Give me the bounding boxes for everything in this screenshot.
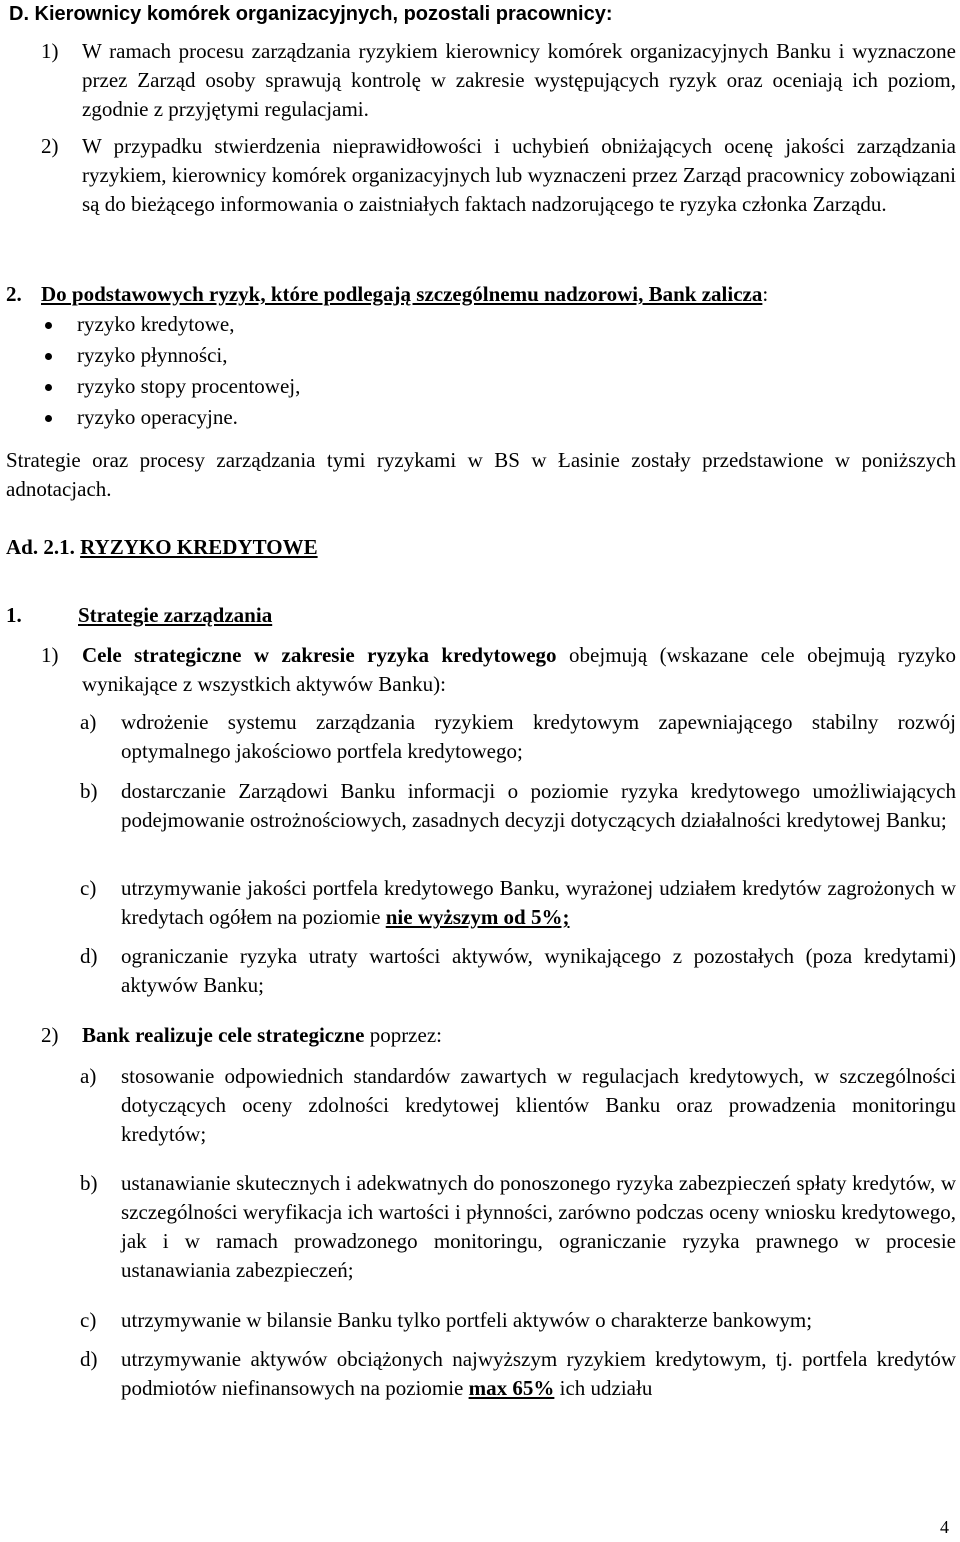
goal-item-b (80, 777, 956, 835)
goal-item-d (80, 942, 956, 1000)
section-2-colon: : (762, 282, 769, 306)
goals-bold: Cele strategiczne w zakresie ryzyka kredytowego (82, 643, 557, 667)
goal-item-b-text: dostarczanie Zarządowi Banku informacji o poziomie ryzyka kredytowego umożliwiających podejmowanie ostrożnościowych, zasadnych decyzji dotyczących działalności kredytowej Banku; (121, 779, 956, 832)
realize-item-a (80, 1062, 956, 1149)
bullet-text: ryzyko kredytowe, (77, 312, 235, 336)
section-2-heading-text: Do podstawowych ryzyk, które podlegają szczególnemu nadzorowi, Bank zalicza (41, 282, 763, 306)
realize-item-d-tail: ich udziału (559, 1376, 653, 1400)
strategy-paragraph: Strategie oraz procesy zarządzania tymi ryzykami w BS w Łasinie zostały przedstawione w poniższych adnotacjach. (6, 448, 956, 501)
realize-lead (41, 1021, 956, 1050)
realize-item-c-letter: c) (80, 1308, 97, 1332)
realize-item-b-letter: b) (80, 1171, 98, 1195)
realize-rest: poprzez: (369, 1023, 442, 1047)
bullet-text: ryzyko stopy procentowej, (77, 374, 301, 398)
d-item-1-text: W ramach procesu zarządzania ryzykiem kierownicy komórek organizacyjnych Banku i wyznaczone przez Zarząd osoby sprawują kontrolę w zakresie występujących ryzyk oraz oceniają ich poziom, zgodnie z przyjętymi regulacjami. (82, 39, 956, 121)
goal-item-c (80, 874, 956, 932)
d-item-1-num: 1) (41, 39, 59, 63)
realize-item-a-text: stosowanie odpowiednich standardów zawartych w regulacjach kredytowych, w szczególności dotyczących oceny zdolności kredytowej klientów Banku oraz prowadzenia monitoringu kredytów; (121, 1064, 956, 1146)
ad-heading (6, 533, 606, 562)
risk-bullet-list (6, 310, 906, 434)
realize-item-d-bold: max 65% (468, 1376, 555, 1400)
strategies-heading (6, 601, 606, 630)
ad-prefix: Ad. 2.1. (6, 535, 75, 559)
bullet-icon (45, 322, 52, 329)
realize-item-d (80, 1345, 956, 1403)
realize-item-c-text: utrzymywanie w bilansie Banku tylko portfeli aktywów o charakterze bankowym; (121, 1308, 813, 1332)
goal-item-a (80, 708, 956, 766)
goals-num: 1) (41, 643, 59, 667)
bullet-text: ryzyko operacyjne. (77, 405, 238, 429)
list-item (6, 403, 906, 434)
d-item-2 (41, 132, 956, 219)
page-number: 4 (940, 1517, 949, 1537)
bullet-icon (45, 415, 52, 422)
bullet-icon (45, 353, 52, 360)
goal-item-a-letter: a) (80, 710, 97, 734)
goal-item-d-letter: d) (80, 944, 98, 968)
d-item-1 (41, 37, 956, 124)
list-item (6, 341, 906, 372)
section-2-num: 2. (6, 282, 22, 306)
d-item-2-num: 2) (41, 134, 59, 158)
realize-item-a-letter: a) (80, 1064, 97, 1088)
list-item (6, 310, 906, 341)
realize-item-b (80, 1169, 956, 1285)
goals-rest: obejmują (wskazane cele obejmują ryzyko wynikające z wszystkich aktywów Banku): (82, 643, 957, 696)
realize-item-c (80, 1306, 956, 1335)
section-d-title: D. Kierownicy komórek organizacyjnych, pozostali pracownicy: (9, 3, 613, 25)
goal-item-d-text: ograniczanie ryzyka utraty wartości aktywów, wynikającego z pozostałych (poza kredytami) aktywów Banku; (121, 944, 956, 997)
section-2-heading (6, 280, 956, 309)
strategies-num: 1. (6, 603, 22, 627)
ad-title: RYZYKO KREDYTOWE (80, 535, 318, 559)
realize-bold: Bank realizuje cele strategiczne (82, 1023, 365, 1047)
d-item-2-text: W przypadku stwierdzenia nieprawidłowości i uchybień obniżających ocenę jakości zarządzania ryzykiem, kierownicy komórek organizacyjnych lub wyznaczeni przez Zarząd pracownicy zobowiązani są do bieżącego informowania o zaistniałych faktach nadzorującego te ryzyka członka Zarządu. (82, 134, 956, 216)
realize-item-d-letter: d) (80, 1347, 98, 1371)
goal-item-a-text: wdrożenie systemu zarządzania ryzykiem kredytowym zapewniającego stabilny rozwój optymalnego jakościowo portfela kredytowego; (121, 710, 956, 763)
goal-item-c-letter: c) (80, 876, 97, 900)
realize-num: 2) (41, 1023, 59, 1047)
bullet-text: ryzyko płynności, (77, 343, 228, 367)
goals-lead (41, 641, 956, 699)
strategies-title: Strategie zarządzania (78, 603, 273, 627)
goal-item-c-bold: nie wyższym od 5%; (385, 905, 570, 929)
list-item (6, 372, 906, 403)
goal-item-c-text: utrzymywanie jakości portfela kredytowego Banku, wyrażonej udziałem kredytów zagrożonych w kredytach ogółem na poziomie (121, 876, 956, 929)
realize-item-b-text: ustanawianie skutecznych i adekwatnych do ponoszonego ryzyka zabezpieczeń spłaty kredytów, w szczególności weryfikacja ich wartości i płynności, zarówno podczas oceny wniosku kredytowego, jak i w ramach prowadzonego monitoringu, ograniczanie ryzyka prawnego w procesie ustanawiania zabezpieczeń; (121, 1171, 956, 1282)
bullet-icon (45, 384, 52, 391)
realize-item-d-text: utrzymywanie aktywów obciążonych najwyższym ryzykiem kredytowym, tj. portfela kredytów podmiotów niefinansowych na poziomie (121, 1347, 956, 1400)
goal-item-b-letter: b) (80, 779, 98, 803)
